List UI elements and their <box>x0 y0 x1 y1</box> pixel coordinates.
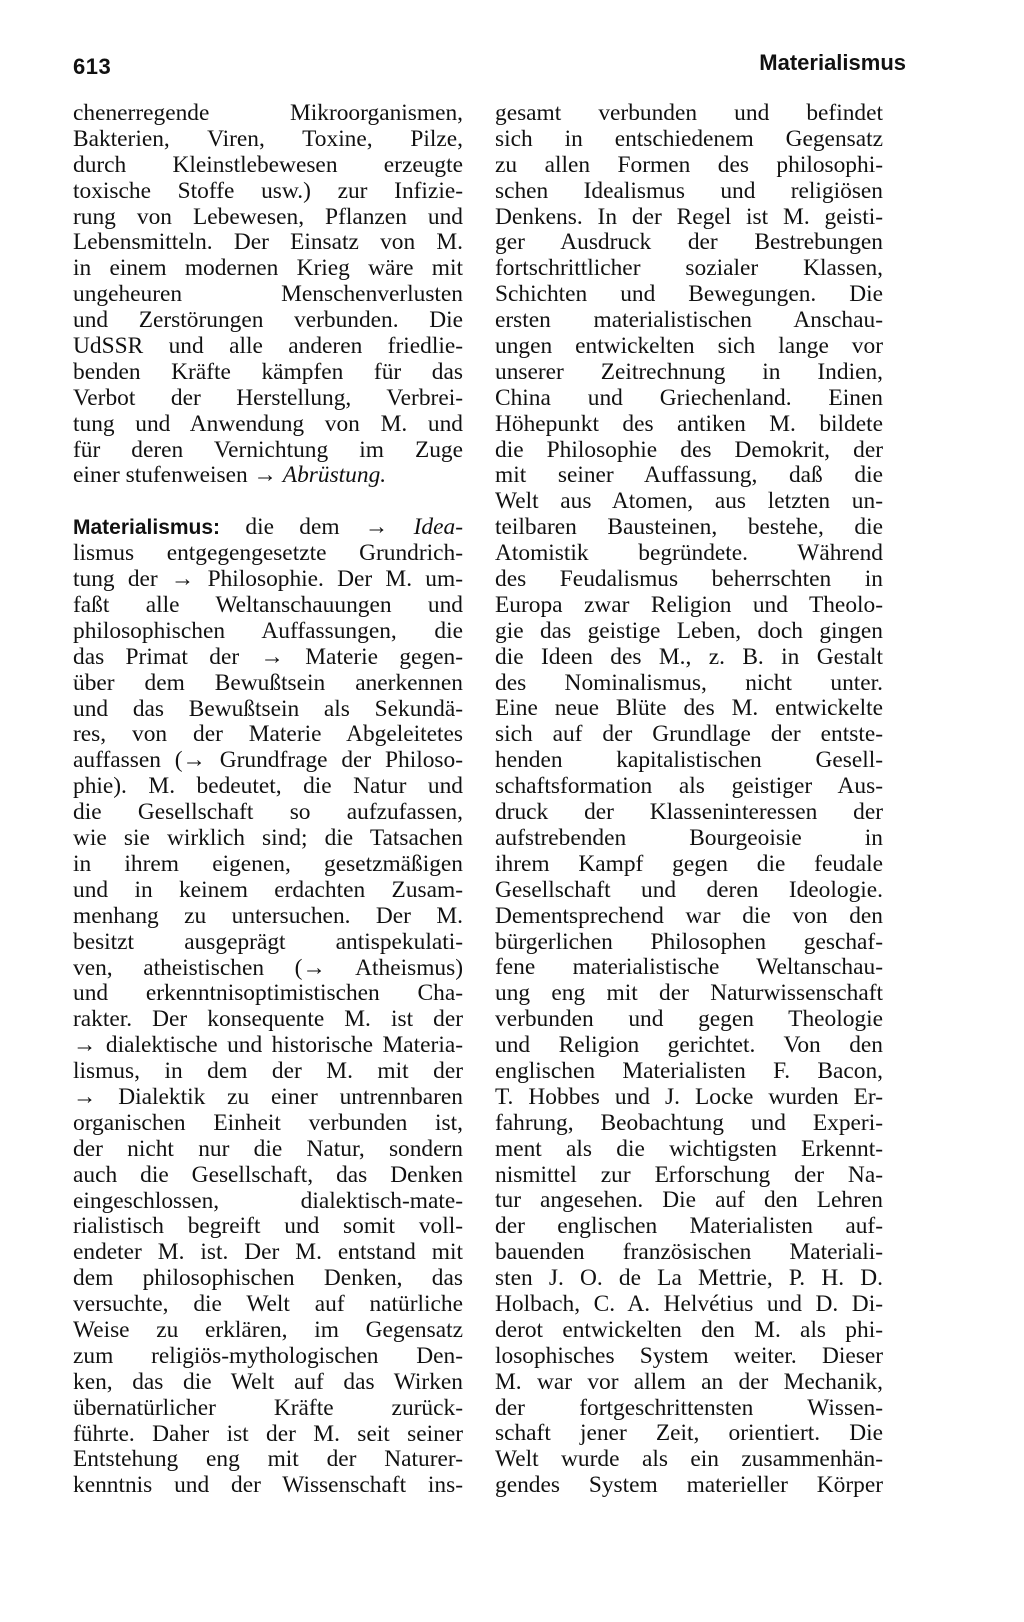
text-line: über dem Bewußtsein anerkennen <box>73 669 463 696</box>
text-line: Atomistik begründete. Während <box>495 540 883 567</box>
text-line: schaft jener Zeit, orientiert. Die <box>495 1420 883 1447</box>
text-line: ersten materialistischen Anschau- <box>495 307 883 334</box>
text-line: res, von der Materie Abgeleitetes <box>73 721 463 748</box>
text-line: tung und Anwendung von M. und <box>73 410 463 437</box>
previous-entry-continuation <box>73 101 463 463</box>
text-line: endeter M. ist. Der M. entstand mit <box>73 1239 463 1266</box>
text-line: toxische Stoffe usw.) zur Infizie- <box>73 177 463 204</box>
text-line: dem philosophischen Denken, das <box>73 1265 463 1292</box>
text-line: kenntnis und der Wissenschaft ins- <box>73 1472 463 1499</box>
text-line: rialistisch begreift und somit voll- <box>73 1213 463 1240</box>
text-line: ungeheuren Menschenverlusten <box>73 281 463 308</box>
text-line: gendes System materieller Körper <box>495 1472 883 1499</box>
text-line: zu allen Formen des philosophi- <box>495 151 883 178</box>
text-line: Gesellschaft und deren Ideologie. <box>495 876 883 903</box>
text-line: führte. Daher ist der M. seit seiner <box>73 1420 463 1447</box>
text-line: fortschrittlicher sozialer Klassen, <box>495 255 883 282</box>
text-line: das Primat der → Materie gegen- <box>73 643 463 670</box>
text-line: wie sie wirklich sind; die Tatsachen <box>73 825 463 852</box>
text-line: zum religiös-mythologischen Den- <box>73 1342 463 1369</box>
text-line: losophisches System weiter. Dieser <box>495 1342 883 1369</box>
text-line: in einem modernen Krieg wäre mit <box>73 255 463 282</box>
text-line: Holbach, C. A. Helvétius und D. Di- <box>495 1290 883 1317</box>
entry-first-line-text: die dem → <box>220 514 414 541</box>
text-line: durch Kleinstlebewesen erzeugte <box>73 151 463 178</box>
text-line: Lebensmitteln. Der Einsatz von M. <box>73 229 463 256</box>
text-line: mit seiner Auffassung, daß die <box>495 462 883 489</box>
text-line: organischen Einheit verbunden ist, <box>73 1109 463 1136</box>
text-line: Verbot der Herstellung, Verbrei- <box>73 384 463 411</box>
text-line: UdSSR und alle anderen friedlie- <box>73 333 463 360</box>
text-line: druck der Klasseninteressen der <box>495 799 883 826</box>
text-line <box>73 463 463 489</box>
cross-reference-link[interactable]: Idea- <box>413 514 463 541</box>
text-line: Bakterien, Viren, Toxine, Pilze, <box>73 125 463 152</box>
text-line: sten J. O. de La Mettrie, P. H. D. <box>495 1265 883 1292</box>
text-line: → dialektische und historische Materia- <box>73 1032 463 1059</box>
text-line: Entstehung eng mit der Naturer- <box>73 1446 463 1473</box>
text-line: → Dialektik zu einer untrennbaren <box>73 1083 463 1110</box>
text-line: lismus entgegengesetzte Grundrich- <box>73 540 463 567</box>
text-line: phie). M. bedeutet, die Natur und <box>73 773 463 800</box>
text-line: und das Bewußtsein als Sekundä- <box>73 695 463 722</box>
entry-separator <box>73 489 463 515</box>
entry-body-continuation <box>495 101 883 1499</box>
text-line: ung eng mit der Naturwissenschaft <box>495 980 883 1007</box>
text-line: Welt wurde als ein zusammenhän- <box>495 1446 883 1473</box>
text-line: der fortgeschrittensten Wissen- <box>495 1394 883 1421</box>
text-line: bauenden französischen Materiali- <box>495 1239 883 1266</box>
text-line: bürgerlichen Philosophen geschaf- <box>495 928 883 955</box>
text-line: Eine neue Blüte des M. entwickelte <box>495 695 883 722</box>
text-line: englischen Materialisten F. Bacon, <box>495 1057 883 1084</box>
text-line: des Nominalismus, nicht unter. <box>495 669 883 696</box>
text-line: gesamt verbunden und befindet <box>495 100 883 126</box>
text-line: Höhepunkt des antiken M. bildete <box>495 410 883 437</box>
text-line: tung der → Philosophie. Der M. um- <box>73 566 463 593</box>
text-line: Dementsprechend war die von den <box>495 902 883 929</box>
text-line: übernatürlicher Kräfte zurück- <box>73 1394 463 1421</box>
text-line: und Religion gerichtet. Von den <box>495 1032 883 1059</box>
text-line: ger Ausdruck der Bestrebungen <box>495 229 883 256</box>
text-line: schen Idealismus und religiösen <box>495 177 883 204</box>
text-line: ment als die wichtigsten Erkennt- <box>495 1135 883 1162</box>
text-line: tur angesehen. Die auf den Lehren <box>495 1187 883 1214</box>
text-line-part: einer stufenweisen → <box>73 462 283 489</box>
text-line: in ihrem eigenen, gesetzmäßigen <box>73 850 463 877</box>
entry-headword: Materialismus: <box>73 516 221 540</box>
running-head: Materialismus <box>759 50 906 75</box>
text-line: die Ideen des M., z. B. in Gestalt <box>495 643 883 670</box>
text-line: verbunden und gegen Theologie <box>495 1006 883 1033</box>
text-line: der englischen Materialisten auf- <box>495 1213 883 1240</box>
entry-body <box>73 541 463 1499</box>
text-line: und in keinem erdachten Zusam- <box>73 876 463 903</box>
text-line: Denkens. In der Regel ist M. geisti- <box>495 203 883 230</box>
text-line: nismittel zur Erforschung der Na- <box>495 1161 883 1188</box>
text-line: der nicht nur die Natur, sondern <box>73 1135 463 1162</box>
text-line: ken, das die Welt auf das Wirken <box>73 1368 463 1395</box>
text-line: und erkenntnisoptimistischen Cha- <box>73 980 463 1007</box>
text-line: und Zerstörungen verbunden. Die <box>73 307 463 334</box>
text-line: teilbaren Bausteinen, bestehe, die <box>495 514 883 541</box>
text-line: schaftsformation als geistiger Aus- <box>495 773 883 800</box>
text-line: fahrung, Beobachtung und Experi- <box>495 1109 883 1136</box>
text-line: henden kapitalistischen Gesell- <box>495 747 883 774</box>
text-line: auch die Gesellschaft, das Denken <box>73 1161 463 1188</box>
left-column <box>73 101 463 1499</box>
text-line: chenerregende Mikroorganismen, <box>73 100 463 126</box>
text-line: rakter. Der konsequente M. ist der <box>73 1006 463 1033</box>
text-line: M. war vor allem an der Mechanik, <box>495 1368 883 1395</box>
text-line: ven, atheistischen (→ Atheismus) <box>73 954 463 981</box>
text-line: faßt alle Weltanschauungen und <box>73 592 463 619</box>
text-line: lismus, in dem der M. mit der <box>73 1058 463 1085</box>
text-line: derot entwickelten den M. als phi- <box>495 1316 883 1343</box>
text-line: sich in entschiedenem Gegensatz <box>495 125 883 152</box>
page-number: 613 <box>73 54 112 79</box>
text-line: versuchte, die Welt auf natürliche <box>73 1291 463 1318</box>
text-line: auffassen (→ Grundfrage der Philoso- <box>73 747 463 774</box>
text-line: rung von Lebewesen, Pflanzen und <box>73 203 463 230</box>
text-line: Weise zu erklären, im Gegensatz <box>73 1316 463 1343</box>
text-line: unserer Zeitrechnung in Indien, <box>495 358 883 385</box>
text-line: eingeschlossen, dialektisch-mate- <box>73 1187 463 1214</box>
text-line: die Philosophie des Demokrit, der <box>495 436 883 463</box>
text-line: philosophischen Auffassungen, die <box>73 617 463 644</box>
text-line: für deren Vernichtung im Zuge <box>73 436 463 463</box>
text-line: Europa zwar Religion und Theolo- <box>495 591 883 618</box>
right-column <box>495 101 883 1499</box>
text-line: fene materialistische Weltanschau- <box>495 954 883 981</box>
text-line: benden Kräfte kämpfen für das <box>73 358 463 385</box>
text-line: menhang zu untersuchen. Der M. <box>73 902 463 929</box>
text-line: T. Hobbes und J. Locke wurden Er- <box>495 1083 883 1110</box>
text-line: ungen entwickelten sich lange vor <box>495 333 883 360</box>
text-line: Welt aus Atomen, aus letzten un- <box>495 488 883 515</box>
entry-first-line <box>73 515 463 541</box>
text-line: gie das geistige Leben, doch gingen <box>495 617 883 644</box>
text-line: besitzt ausgeprägt antispekulati- <box>73 928 463 955</box>
text-line: aufstrebenden Bourgeoisie in <box>495 824 883 851</box>
text-line: sich auf der Grundlage der entste- <box>495 721 883 748</box>
text-line: Schichten und Bewegungen. Die <box>495 281 883 308</box>
text-line: des Feudalismus beherrschten in <box>495 566 883 593</box>
text-line: ihrem Kampf gegen die feudale <box>495 850 883 877</box>
text-line: China und Griechenland. Einen <box>495 384 883 411</box>
text-line: die Gesellschaft so aufzufassen, <box>73 799 463 826</box>
cross-reference-link[interactable]: Abrüstung. <box>282 462 387 489</box>
